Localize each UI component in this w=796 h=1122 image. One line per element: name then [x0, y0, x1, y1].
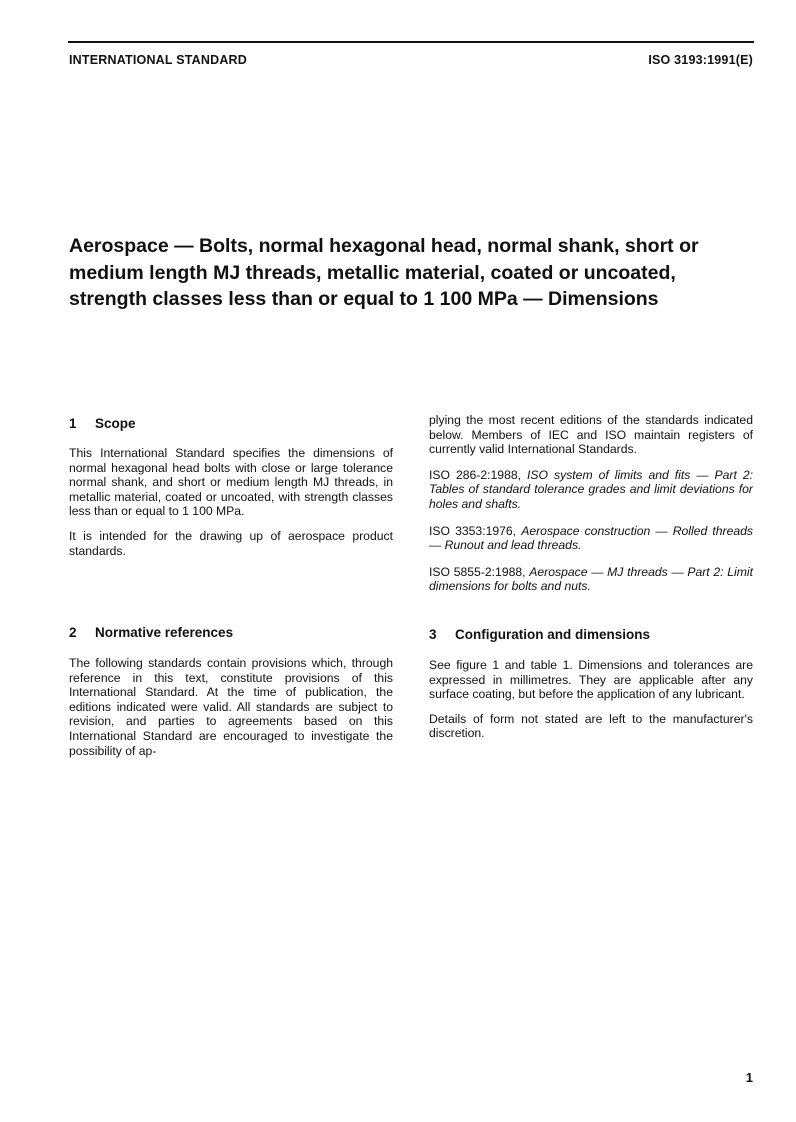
header-rule — [68, 41, 754, 43]
right-column — [429, 413, 753, 604]
normative-paragraph-continued: plying the most recent editions of the standards indicated below. Members of IEC and ISO maintain registers of currently valid International Standards. — [429, 413, 753, 457]
section-3-heading — [429, 627, 650, 642]
reference-title: Aerospace construction — Rolled threads — Runout and lead threads. — [429, 523, 753, 553]
reference-item — [429, 468, 753, 512]
page-number: 1 — [745, 1070, 753, 1085]
section-title: Scope — [95, 416, 136, 431]
section-number: 2 — [69, 625, 77, 640]
scope-paragraph-2: It is intended for the drawing up of aerospace product standards. — [69, 528, 393, 558]
reference-code: ISO 3353:1976, — [429, 523, 517, 538]
document-title: Aerospace — Bolts, normal hexagonal head, normal shank, short or medium length MJ threads, metallic material, coated or uncoated, strength classes less than or equal to 1 100 MPa — Dimensions — [69, 235, 699, 310]
reference-code: ISO 5855-2:1988, — [429, 564, 526, 579]
config-paragraph-1: See figure 1 and table 1. Dimensions and tolerances are expressed in millimetres. They are applicable after any surface coating, but before the application of any lubricant. — [429, 658, 753, 702]
reference-title: Aerospace — MJ threads — Part 2: Limit dimensions for bolts and nuts. — [429, 564, 754, 594]
section-number: 3 — [429, 627, 437, 642]
reference-item — [429, 524, 753, 553]
scope-paragraph-1: This International Standard specifies the dimensions of normal hexagonal head bolts with close or large tolerance normal shank, and short or medium length MJ threads, in metallic material, coated or uncoated, with strength classes less than or equal to 1 100 MPa. — [69, 446, 393, 519]
header-doc-type: INTERNATIONAL STANDARD — [69, 53, 248, 67]
reference-item — [429, 565, 753, 594]
section-1-heading — [69, 416, 136, 431]
section-2-heading — [69, 625, 233, 640]
normative-body-left — [69, 656, 393, 762]
reference-code: ISO 286-2:1988, — [429, 467, 522, 482]
reference-title: ISO system of limits and fits — Part 2: Tables of standard tolerance grades and limit deviations for holes and shafts. — [429, 467, 754, 511]
normative-paragraph: The following standards contain provisions which, through reference in this text, constitute provisions of this International Standard. At the time of publication, the editions indicated were valid. All standards are subject to revision, and parties to agreements based on this International Standard are encouraged to investigate the possibility of ap- — [69, 656, 393, 758]
section-number: 1 — [69, 416, 77, 431]
config-paragraph-2: Details of form not stated are left to the manufacturer's discretion. — [429, 711, 753, 741]
section-title: Configuration and dimensions — [455, 627, 650, 642]
section-title: Normative references — [95, 625, 234, 640]
header-doc-number: ISO 3193:1991(E) — [648, 53, 753, 67]
config-body — [429, 658, 753, 751]
scope-body — [69, 446, 393, 568]
